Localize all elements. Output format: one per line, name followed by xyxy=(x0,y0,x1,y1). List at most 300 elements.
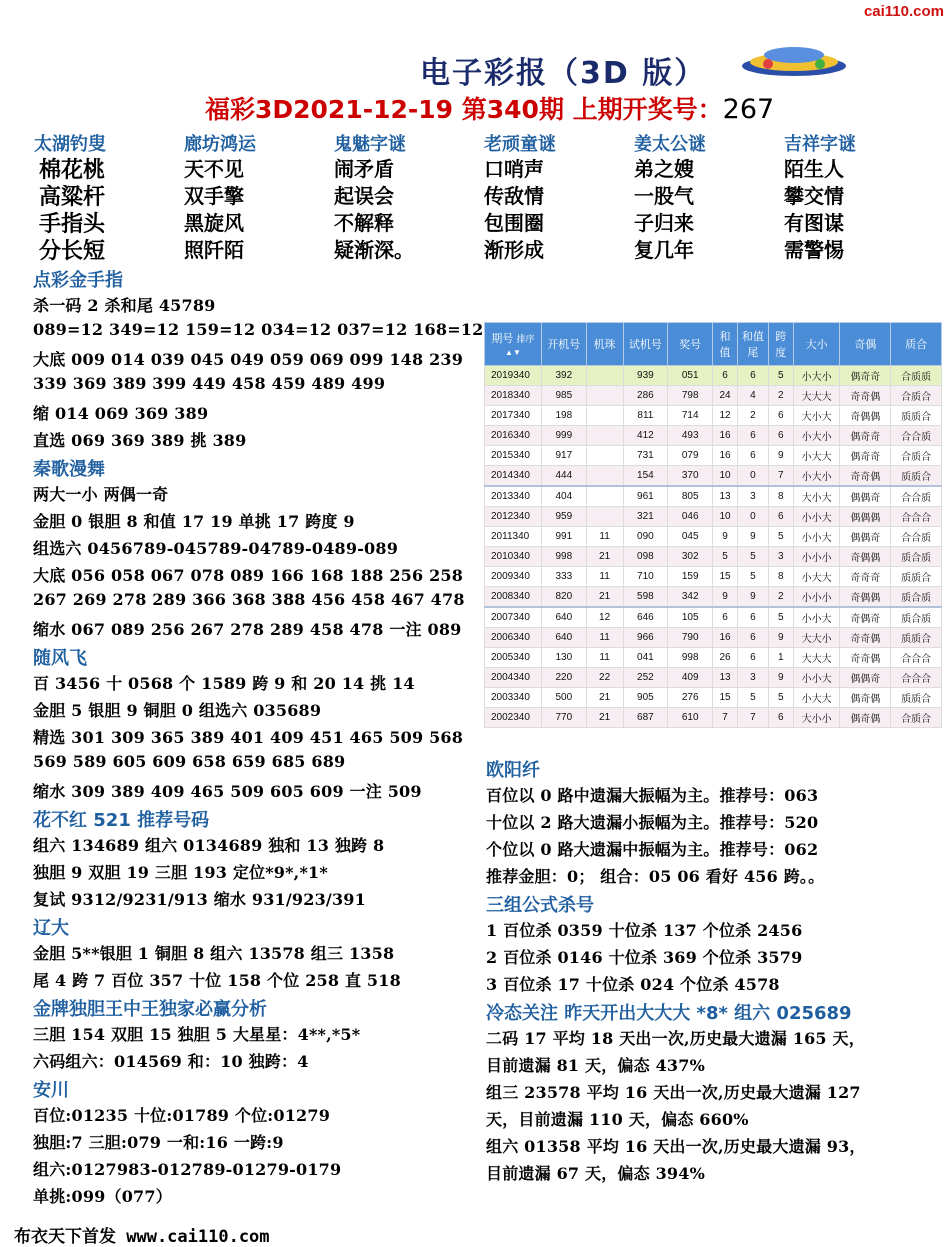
table-row xyxy=(485,366,942,386)
table-cell: 2018340 xyxy=(485,386,542,406)
table-cell: 2006340 xyxy=(485,628,542,648)
text-line: 两大一小 两偶一奇 xyxy=(33,485,169,504)
text-line: 百 3456 十 0568 个 1589 跨 9 和 20 14 挑 14 xyxy=(33,674,415,693)
table-cell: 820 xyxy=(541,587,586,608)
table-row xyxy=(485,507,942,527)
table-cell: 2004340 xyxy=(485,668,542,688)
table-cell: 610 xyxy=(668,708,713,728)
text-line: 三胆 154 双胆 15 独胆 5 大星星：4**,*5* xyxy=(33,1025,361,1044)
table-row xyxy=(485,527,942,547)
table-cell: 6 xyxy=(737,607,768,628)
table-cell: 999 xyxy=(541,426,586,446)
table-cell: 5 xyxy=(768,607,793,628)
table-cell: 小小小 xyxy=(793,547,840,567)
table-cell: 大大大 xyxy=(793,386,840,406)
table-cell: 15 xyxy=(713,567,738,587)
last-draw-number: 267 xyxy=(722,94,775,125)
table-cell: 4 xyxy=(737,386,768,406)
riddle-author: 廊坊鸿运 xyxy=(184,134,256,155)
table-cell: 046 xyxy=(668,507,713,527)
table-cell: 奇偶奇 xyxy=(840,607,891,628)
riddle-line: 疑渐深。 xyxy=(334,238,414,262)
table-cell: 9 xyxy=(768,628,793,648)
table-cell: 966 xyxy=(623,628,668,648)
col-header: 跨度 xyxy=(768,323,793,366)
table-cell: 合质合 xyxy=(891,386,942,406)
table-row xyxy=(485,386,942,406)
text-line: 组选六 0456789-045789-04789-0489-089 xyxy=(33,539,399,558)
table-cell: 9 xyxy=(737,527,768,547)
table-cell: 905 xyxy=(623,688,668,708)
section-heading: 冷态关注 昨天开出大大大 *8* 组六 025689 xyxy=(486,1003,852,1024)
table-row xyxy=(485,446,942,466)
table-cell xyxy=(586,507,623,527)
table-cell: 奇奇偶 xyxy=(840,648,891,668)
table-cell: 奇奇偶 xyxy=(840,466,891,487)
text-line: 六码组六：014569 和：10 独跨：4 xyxy=(33,1052,309,1071)
text-line: 目前遗漏 81 天，偏态 437% xyxy=(486,1056,705,1075)
table-cell: 5 xyxy=(713,547,738,567)
table-cell: 2 xyxy=(768,386,793,406)
riddle-line: 复几年 xyxy=(634,238,694,262)
col-header: 质合 xyxy=(891,323,942,366)
table-cell: 5 xyxy=(768,688,793,708)
col-header: 开机号 xyxy=(541,323,586,366)
table-cell: 13 xyxy=(713,486,738,507)
history-table-container xyxy=(484,322,942,728)
table-cell: 小大大 xyxy=(793,688,840,708)
text-line: 金胆 5 银胆 9 铜胆 0 组选六 035689 xyxy=(33,701,322,720)
table-cell: 9 xyxy=(768,446,793,466)
table-row xyxy=(485,406,942,426)
section-heading: 点彩金手指 xyxy=(33,270,123,291)
table-cell: 5 xyxy=(737,567,768,587)
table-cell: 370 xyxy=(668,466,713,487)
table-cell: 12 xyxy=(713,406,738,426)
table-cell: 合合质 xyxy=(891,426,942,446)
table-cell: 105 xyxy=(668,607,713,628)
table-cell: 939 xyxy=(623,366,668,386)
table-row xyxy=(485,668,942,688)
table-cell: 6 xyxy=(768,426,793,446)
table-cell: 9 xyxy=(768,668,793,688)
table-cell: 2016340 xyxy=(485,426,542,446)
table-cell: 大小大 xyxy=(793,406,840,426)
table-cell: 偶奇偶 xyxy=(840,688,891,708)
table-cell xyxy=(586,446,623,466)
col-header: 奇偶 xyxy=(840,323,891,366)
table-cell: 2003340 xyxy=(485,688,542,708)
riddle-line: 高粱杆 xyxy=(39,185,106,210)
riddle-line: 不解释 xyxy=(334,211,394,235)
table-cell: 奇偶偶 xyxy=(840,587,891,608)
table-cell: 6 xyxy=(737,648,768,668)
table-cell: 小大小 xyxy=(793,366,840,386)
table-cell: 偶奇奇 xyxy=(840,366,891,386)
table-cell: 合合质 xyxy=(891,527,942,547)
section-heading: 三组公式杀号 xyxy=(486,895,594,916)
table-cell: 10 xyxy=(713,466,738,487)
issue-info: 福彩3D2021-12-19 第340期 上期开奖号： xyxy=(205,95,723,124)
table-cell: 小小大 xyxy=(793,527,840,547)
table-cell: 16 xyxy=(713,628,738,648)
table-cell: 409 xyxy=(668,668,713,688)
table-cell: 917 xyxy=(541,446,586,466)
table-row xyxy=(485,567,942,587)
table-cell: 大小大 xyxy=(793,486,840,507)
table-cell: 2010340 xyxy=(485,547,542,567)
section-heading: 随风飞 xyxy=(33,648,87,669)
table-cell: 770 xyxy=(541,708,586,728)
table-cell xyxy=(586,466,623,487)
table-cell: 998 xyxy=(668,648,713,668)
table-cell: 286 xyxy=(623,386,668,406)
table-cell: 小大小 xyxy=(793,466,840,487)
riddle-line: 传敌情 xyxy=(484,184,544,208)
col-header-label: 期号 xyxy=(491,333,514,345)
table-cell: 偶奇偶 xyxy=(840,708,891,728)
table-row xyxy=(485,607,942,628)
table-cell: 合合合 xyxy=(891,648,942,668)
text-line: 缩水 309 389 409 465 509 605 609 一注 509 xyxy=(33,782,422,801)
table-cell: 687 xyxy=(623,708,668,728)
riddle-line: 口哨声 xyxy=(484,157,544,181)
table-cell: 646 xyxy=(623,607,668,628)
table-cell: 偶偶奇 xyxy=(840,527,891,547)
table-cell xyxy=(586,386,623,406)
table-cell: 6 xyxy=(737,446,768,466)
riddle-line: 双手擎 xyxy=(184,184,244,208)
table-cell: 小小小 xyxy=(793,587,840,608)
table-cell: 3 xyxy=(737,668,768,688)
table-cell: 985 xyxy=(541,386,586,406)
col-header[interactable] xyxy=(485,323,542,366)
table-cell: 640 xyxy=(541,607,586,628)
table-cell: 大大大 xyxy=(793,648,840,668)
table-cell: 6 xyxy=(737,366,768,386)
table-cell: 051 xyxy=(668,366,713,386)
riddle-author: 老顽童谜 xyxy=(484,134,556,155)
site-watermark: cai110.com xyxy=(863,3,944,20)
table-cell: 大大小 xyxy=(793,628,840,648)
text-line: 缩水 067 089 256 267 278 289 458 478 一注 089 xyxy=(33,620,462,639)
table-row xyxy=(485,466,942,487)
table-cell: 质质合 xyxy=(891,688,942,708)
table-cell: 11 xyxy=(586,648,623,668)
text-line: 推荐金胆：0； 组合：05 06 看好 456 跨。。 xyxy=(486,867,825,886)
table-cell: 130 xyxy=(541,648,586,668)
table-cell: 998 xyxy=(541,547,586,567)
table-cell: 偶偶偶 xyxy=(840,507,891,527)
riddle-line: 黑旋风 xyxy=(184,211,244,235)
text-line: 独胆:7 三胆:079 一和:16 一跨:9 xyxy=(33,1133,284,1152)
riddle-line: 弟之嫂 xyxy=(634,157,694,181)
table-cell: 11 xyxy=(586,567,623,587)
lottery-logo-icon xyxy=(738,42,850,82)
table-cell: 16 xyxy=(713,426,738,446)
text-line: 目前遗漏 67 天，偏态 394% xyxy=(486,1164,705,1183)
riddle-author: 太湖钓叟 xyxy=(34,134,106,155)
text-line: 组六 134689 组六 0134689 独和 13 独跨 8 xyxy=(33,836,385,855)
table-cell: 质合质 xyxy=(891,587,942,608)
text-line: 直选 069 369 389 挑 389 xyxy=(33,431,247,450)
table-cell: 大小小 xyxy=(793,708,840,728)
table-cell: 2002340 xyxy=(485,708,542,728)
table-cell: 质质合 xyxy=(891,466,942,487)
table-cell: 偶奇奇 xyxy=(840,426,891,446)
table-cell: 合质合 xyxy=(891,446,942,466)
page-title: 电子彩报（3D 版） xyxy=(420,56,707,91)
table-cell: 合合合 xyxy=(891,507,942,527)
riddle-author: 吉祥字谜 xyxy=(784,134,856,155)
riddle-line: 手指头 xyxy=(39,212,106,237)
table-cell: 奇奇偶 xyxy=(840,386,891,406)
text-line: 569 589 605 609 658 659 685 689 xyxy=(33,752,346,771)
table-cell: 220 xyxy=(541,668,586,688)
text-line: 单挑:099（077） xyxy=(33,1187,172,1206)
table-cell: 2 xyxy=(737,406,768,426)
footer-credit: 布衣天下首发 www.cai110.com xyxy=(14,1227,270,1247)
table-cell: 3 xyxy=(768,547,793,567)
table-cell: 2015340 xyxy=(485,446,542,466)
table-cell: 2011340 xyxy=(485,527,542,547)
table-cell: 714 xyxy=(668,406,713,426)
table-cell: 198 xyxy=(541,406,586,426)
text-line: 精选 301 309 365 389 401 409 451 465 509 568 xyxy=(33,728,464,747)
riddle-line: 棉花桃 xyxy=(39,158,106,183)
table-cell: 412 xyxy=(623,426,668,446)
table-cell: 7 xyxy=(737,708,768,728)
table-cell: 2014340 xyxy=(485,466,542,487)
table-row xyxy=(485,486,942,507)
table-cell: 15 xyxy=(713,688,738,708)
table-cell: 偶奇奇 xyxy=(840,446,891,466)
table-cell: 奇偶偶 xyxy=(840,547,891,567)
table-cell: 321 xyxy=(623,507,668,527)
table-cell: 小大大 xyxy=(793,567,840,587)
table-cell: 2008340 xyxy=(485,587,542,608)
table-cell: 500 xyxy=(541,688,586,708)
table-cell: 798 xyxy=(668,386,713,406)
riddle-line: 包围圈 xyxy=(484,211,544,235)
table-cell: 404 xyxy=(541,486,586,507)
riddle-line: 天不见 xyxy=(184,157,244,181)
table-cell: 合合合 xyxy=(891,668,942,688)
text-line: 大底 056 058 067 078 089 166 168 188 256 258 xyxy=(33,566,464,585)
table-cell: 3 xyxy=(737,486,768,507)
table-cell: 805 xyxy=(668,486,713,507)
table-cell: 811 xyxy=(623,406,668,426)
table-cell: 6 xyxy=(737,628,768,648)
table-cell: 质质合 xyxy=(891,567,942,587)
table-cell: 奇奇偶 xyxy=(840,628,891,648)
history-table xyxy=(484,322,942,728)
text-line: 天，目前遗漏 110 天，偏态 660% xyxy=(486,1110,749,1129)
text-line: 大底 009 014 039 045 049 059 069 099 148 239 xyxy=(33,350,464,369)
col-header: 和值 xyxy=(713,323,738,366)
table-cell: 6 xyxy=(713,366,738,386)
section-heading: 欧阳纤 xyxy=(486,760,540,781)
table-cell: 22 xyxy=(586,668,623,688)
table-cell: 0 xyxy=(737,507,768,527)
table-cell: 2007340 xyxy=(485,607,542,628)
table-cell: 21 xyxy=(586,688,623,708)
text-line: 百位:01235 十位:01789 个位:01279 xyxy=(33,1106,331,1125)
text-line: 百位以 0 路中遗漏大振幅为主。推荐号：063 xyxy=(486,786,819,805)
table-row xyxy=(485,688,942,708)
table-cell: 1 xyxy=(768,648,793,668)
table-cell: 333 xyxy=(541,567,586,587)
text-line: 金胆 5**银胆 1 铜胆 8 组六 13578 组三 1358 xyxy=(33,944,395,963)
riddle-line: 照阡陌 xyxy=(184,238,244,262)
table-cell: 098 xyxy=(623,547,668,567)
text-line: 金胆 0 银胆 8 和值 17 19 单挑 17 跨度 9 xyxy=(33,512,355,531)
table-cell xyxy=(586,406,623,426)
table-cell: 质质合 xyxy=(891,406,942,426)
text-line: 267 269 278 289 366 368 388 456 458 467 478 xyxy=(33,590,465,609)
riddle-line: 起误会 xyxy=(334,184,394,208)
table-cell: 2012340 xyxy=(485,507,542,527)
table-cell: 731 xyxy=(623,446,668,466)
table-cell: 12 xyxy=(586,607,623,628)
text-line: 杀一码 2 杀和尾 45789 xyxy=(33,296,216,315)
table-cell: 2017340 xyxy=(485,406,542,426)
table-cell: 6 xyxy=(768,708,793,728)
table-cell: 21 xyxy=(586,547,623,567)
table-cell: 偶偶奇 xyxy=(840,486,891,507)
table-cell: 9 xyxy=(737,587,768,608)
table-cell: 2019340 xyxy=(485,366,542,386)
riddle-line: 一股气 xyxy=(634,184,694,208)
riddle-author: 姜太公谜 xyxy=(634,134,706,155)
table-cell: 合合质 xyxy=(891,486,942,507)
section-heading: 花不红 521 推荐号码 xyxy=(33,810,210,831)
table-cell xyxy=(586,426,623,446)
text-line: 组六 01358 平均 16 天出一次,历史最大遗漏 93， xyxy=(486,1137,866,1156)
text-line: 339 369 389 399 449 458 459 489 499 xyxy=(33,374,386,393)
table-cell: 2013340 xyxy=(485,486,542,507)
table-cell: 合质合 xyxy=(891,708,942,728)
table-cell: 959 xyxy=(541,507,586,527)
table-row xyxy=(485,587,942,608)
text-line: 缩 014 069 369 389 xyxy=(33,404,209,423)
table-cell: 302 xyxy=(668,547,713,567)
table-cell: 276 xyxy=(668,688,713,708)
table-cell: 奇奇奇 xyxy=(840,567,891,587)
text-line: 个位以 0 路大遗漏中振幅为主。推荐号：062 xyxy=(486,840,819,859)
table-cell: 252 xyxy=(623,668,668,688)
text-line: 尾 4 跨 7 百位 357 十位 158 个位 258 直 518 xyxy=(33,971,401,990)
table-cell: 质质合 xyxy=(891,628,942,648)
table-cell: 13 xyxy=(713,668,738,688)
table-cell: 16 xyxy=(713,446,738,466)
section-heading: 辽大 xyxy=(33,918,69,939)
col-header: 奖号 xyxy=(668,323,713,366)
table-cell: 154 xyxy=(623,466,668,487)
table-cell: 598 xyxy=(623,587,668,608)
table-cell: 10 xyxy=(713,507,738,527)
col-header: 机珠 xyxy=(586,323,623,366)
table-cell: 小小大 xyxy=(793,607,840,628)
table-cell: 21 xyxy=(586,587,623,608)
text-line: 二码 17 平均 18 天出一次,历史最大遗漏 165 天， xyxy=(486,1029,865,1048)
riddle-line: 有图谋 xyxy=(784,211,844,235)
table-cell: 26 xyxy=(713,648,738,668)
table-header-row xyxy=(485,323,942,366)
table-cell: 342 xyxy=(668,587,713,608)
table-cell: 392 xyxy=(541,366,586,386)
table-cell: 奇偶偶 xyxy=(840,406,891,426)
table-cell xyxy=(586,486,623,507)
table-row xyxy=(485,426,942,446)
table-cell: 24 xyxy=(713,386,738,406)
table-cell: 710 xyxy=(623,567,668,587)
section-heading: 金牌独胆王中王独家必赢分析 xyxy=(33,999,267,1020)
table-cell: 小大小 xyxy=(793,426,840,446)
table-cell: 9 xyxy=(713,527,738,547)
table-row xyxy=(485,628,942,648)
table-row xyxy=(485,547,942,567)
sort-arrow-icon[interactable]: ▲▼ xyxy=(505,348,521,357)
text-line: 复试 9312/9231/913 缩水 931/923/391 xyxy=(33,890,366,909)
table-cell: 041 xyxy=(623,648,668,668)
table-cell: 640 xyxy=(541,628,586,648)
riddle-line: 闹矛盾 xyxy=(334,157,394,181)
table-cell: 质合质 xyxy=(891,607,942,628)
table-cell: 5 xyxy=(768,527,793,547)
sort-label[interactable]: 排序 xyxy=(516,334,535,344)
table-cell: 偶偶奇 xyxy=(840,668,891,688)
table-cell: 5 xyxy=(737,688,768,708)
table-cell: 2005340 xyxy=(485,648,542,668)
riddle-author: 鬼魅字谜 xyxy=(334,134,406,155)
table-cell: 2 xyxy=(768,587,793,608)
table-cell: 9 xyxy=(713,587,738,608)
section-heading: 秦歌漫舞 xyxy=(33,459,105,480)
table-cell: 7 xyxy=(713,708,738,728)
table-body xyxy=(485,366,942,728)
table-cell: 11 xyxy=(586,527,623,547)
text-line: 3 百位杀 17 十位杀 024 个位杀 4578 xyxy=(486,975,780,994)
table-cell: 961 xyxy=(623,486,668,507)
table-row xyxy=(485,648,942,668)
riddle-line: 需警惕 xyxy=(784,238,844,262)
col-header: 和值尾 xyxy=(737,323,768,366)
table-cell xyxy=(586,366,623,386)
table-cell: 8 xyxy=(768,567,793,587)
riddle-line: 陌生人 xyxy=(784,157,844,181)
col-header: 大小 xyxy=(793,323,840,366)
riddle-line: 渐形成 xyxy=(484,238,544,262)
table-cell: 21 xyxy=(586,708,623,728)
table-cell: 493 xyxy=(668,426,713,446)
table-cell: 2009340 xyxy=(485,567,542,587)
table-cell: 8 xyxy=(768,486,793,507)
riddle-line: 子归来 xyxy=(634,211,694,235)
table-cell: 小大大 xyxy=(793,446,840,466)
text-line: 2 百位杀 0146 十位杀 369 个位杀 3579 xyxy=(486,948,803,967)
table-cell: 5 xyxy=(768,366,793,386)
table-cell: 质合质 xyxy=(891,547,942,567)
riddle-line: 分长短 xyxy=(39,239,106,264)
table-cell: 7 xyxy=(768,466,793,487)
text-line: 十位以 2 路大遗漏小振幅为主。推荐号：520 xyxy=(486,813,819,832)
table-cell: 444 xyxy=(541,466,586,487)
text-line: 1 百位杀 0359 十位杀 137 个位杀 2456 xyxy=(486,921,803,940)
table-cell: 小小大 xyxy=(793,507,840,527)
table-cell: 6 xyxy=(768,507,793,527)
table-cell: 090 xyxy=(623,527,668,547)
